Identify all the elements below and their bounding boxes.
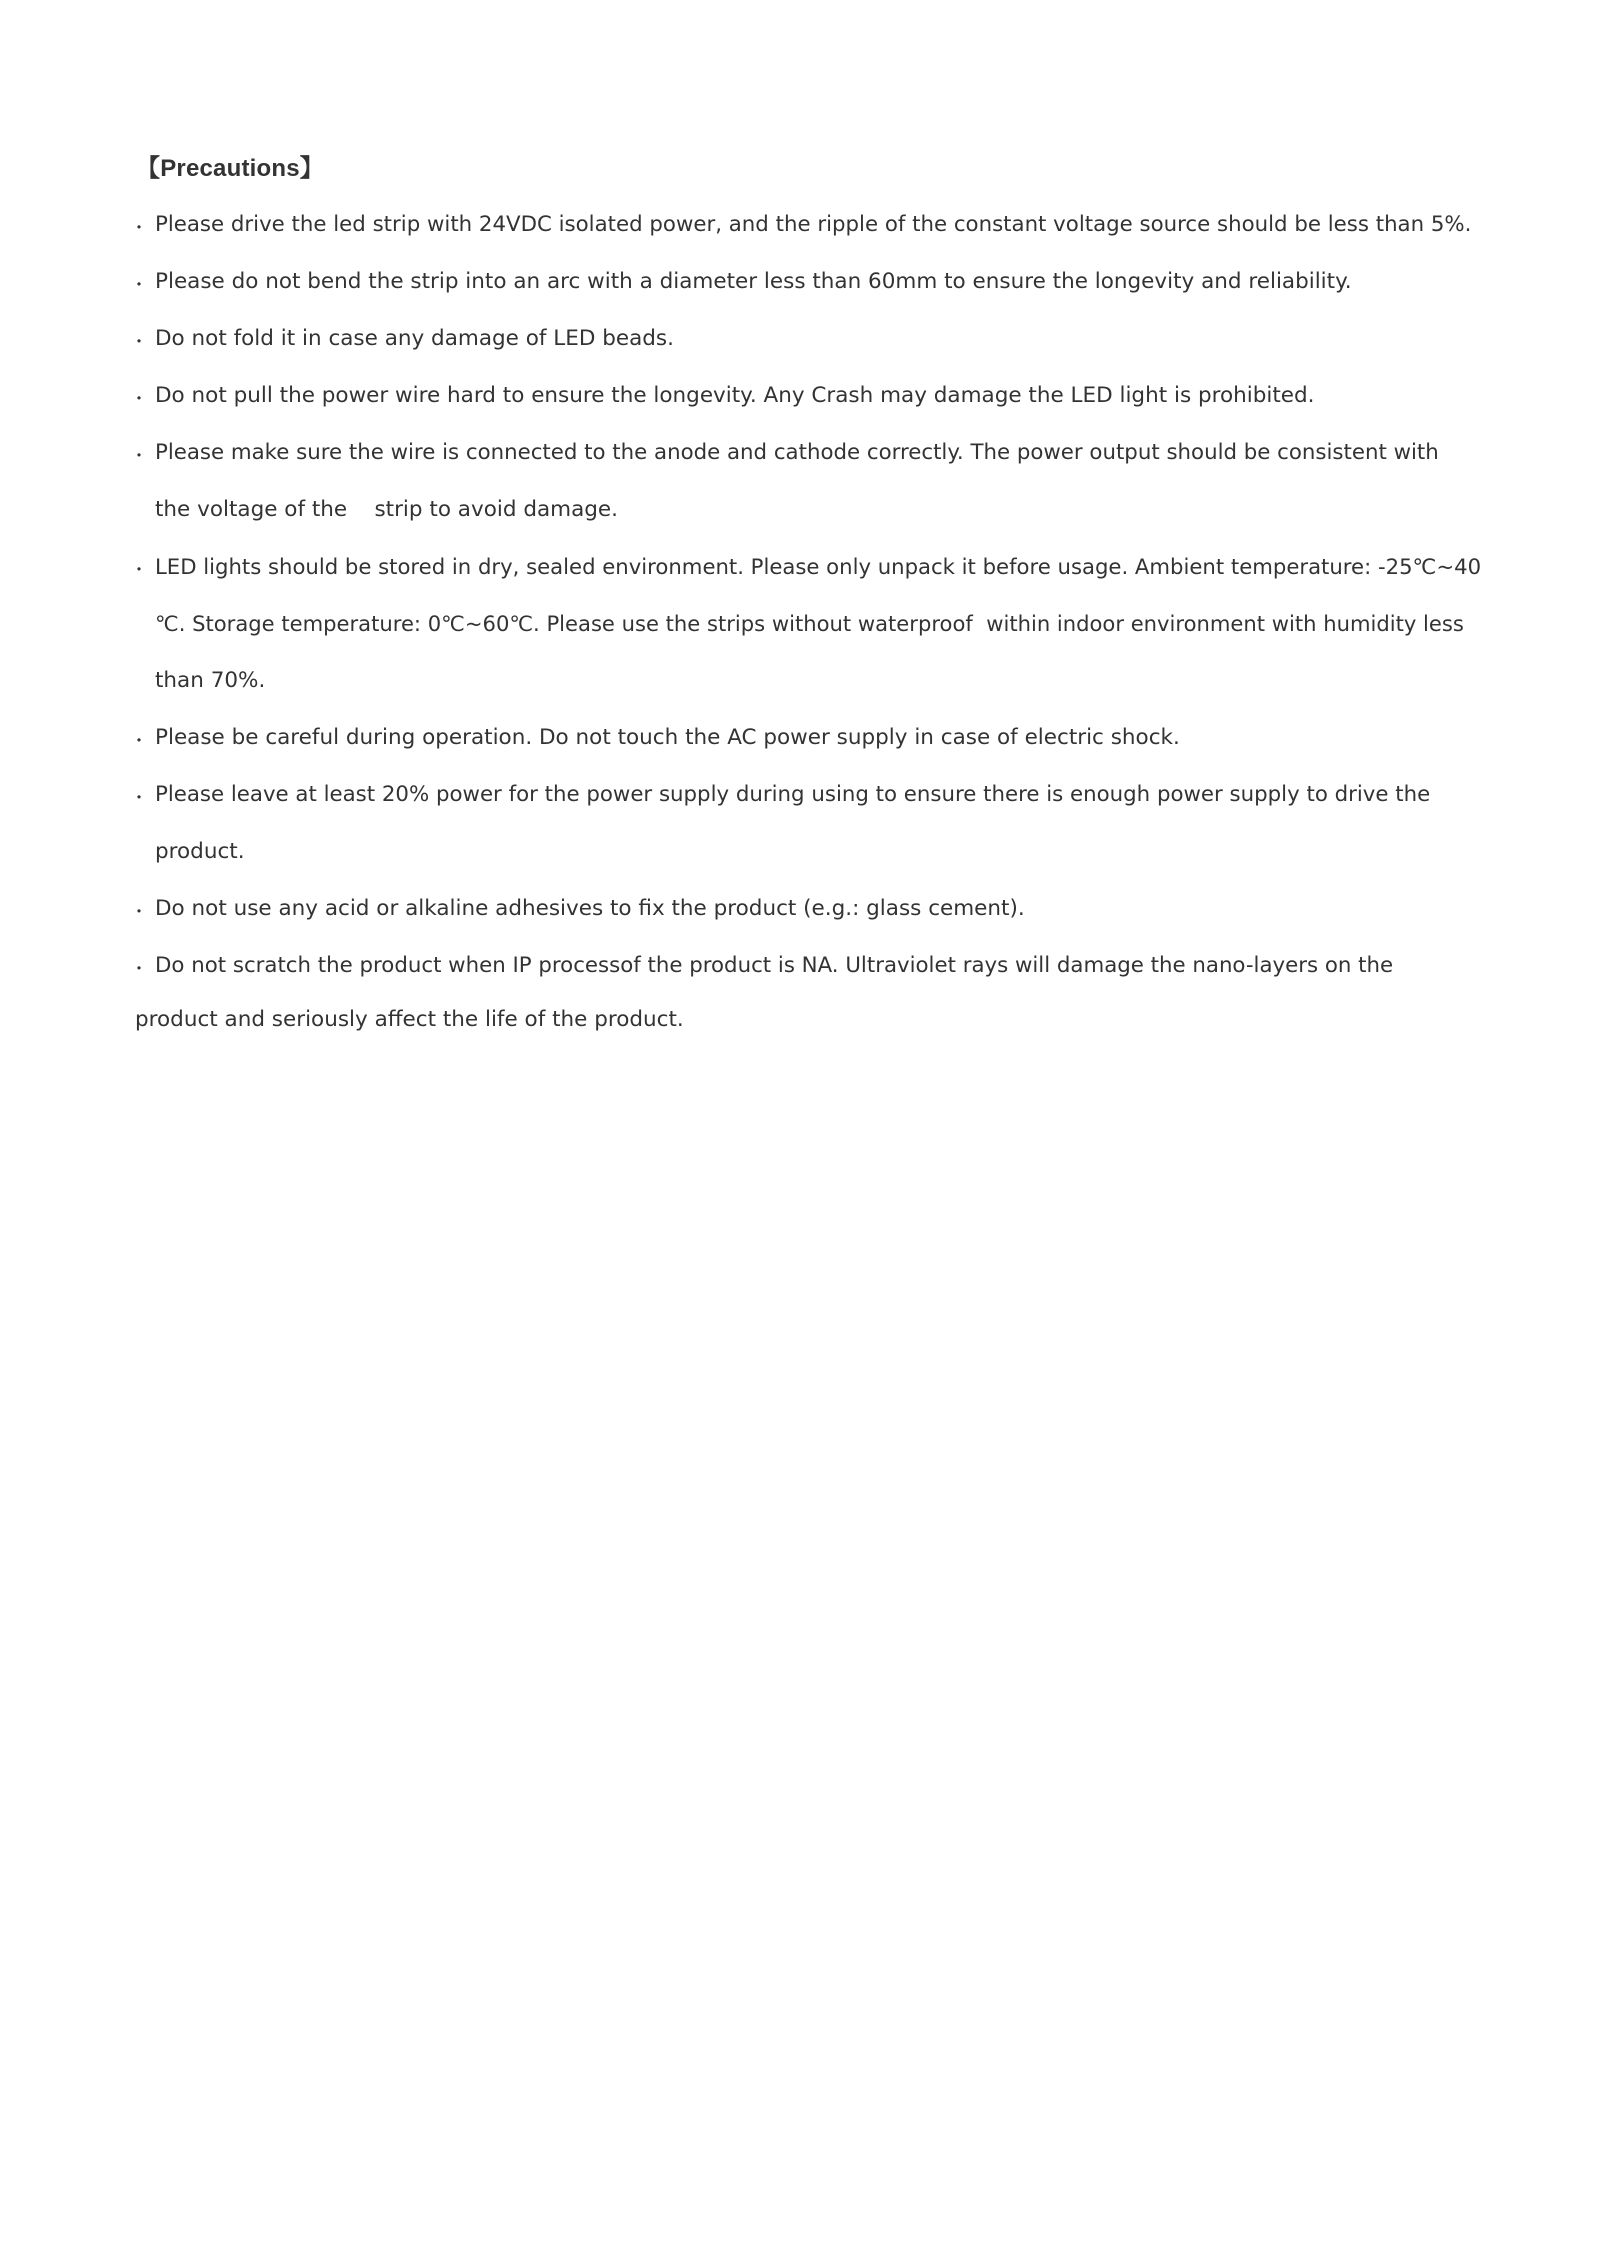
bullet-icon: ・ [130, 389, 148, 410]
precaution-line: Please be careful during operation. Do not touch the AC power supply in case of electric shock. [155, 725, 1180, 750]
bullet-icon: ・ [130, 218, 148, 239]
precaution-line: the voltage of the strip to avoid damage. [155, 497, 618, 522]
bullet-icon: ・ [130, 332, 148, 353]
precaution-line: product and seriously affect the life of the product. [135, 1007, 684, 1032]
precaution-line: Do not fold it in case any damage of LED beads. [155, 326, 674, 351]
bullet-icon: ・ [130, 959, 148, 980]
bullet-icon: ・ [130, 731, 148, 752]
precaution-line: product. [155, 839, 245, 864]
bullet-icon: ・ [130, 275, 148, 296]
bullet-icon: ・ [130, 446, 148, 467]
precaution-line: Do not scratch the product when IP processof the product is NA. Ultraviolet rays will damage the nano-layers on the [155, 953, 1394, 978]
precaution-line: Please make sure the wire is connected to the anode and cathode correctly. The power output should be consistent with [155, 440, 1439, 465]
precaution-line: Do not pull the power wire hard to ensure the longevity. Any Crash may damage the LED light is prohibited. [155, 383, 1315, 408]
precaution-line: ℃. Storage temperature: 0℃~60℃. Please use the strips without waterproof within indoor environment with humidity less [155, 611, 1464, 636]
precautions-heading: 【Precautions】 [136, 155, 324, 182]
precaution-line: LED lights should be stored in dry, sealed environment. Please only unpack it before usage. Ambient temperature: -25℃~40 [155, 554, 1482, 579]
precaution-line: than 70%. [155, 668, 266, 693]
precaution-line: Do not use any acid or alkaline adhesives to fix the product (e.g.: glass cement). [155, 896, 1025, 921]
bullet-icon: ・ [130, 560, 148, 581]
bullet-icon: ・ [130, 902, 148, 923]
precaution-line: Please leave at least 20% power for the power supply during using to ensure there is enough power supply to drive the [155, 782, 1431, 807]
precaution-line: Please drive the led strip with 24VDC isolated power, and the ripple of the constant voltage source should be less than 5%. [155, 212, 1472, 237]
precaution-line: Please do not bend the strip into an arc with a diameter less than 60mm to ensure the longevity and reliability. [155, 269, 1352, 294]
bullet-icon: ・ [130, 788, 148, 809]
